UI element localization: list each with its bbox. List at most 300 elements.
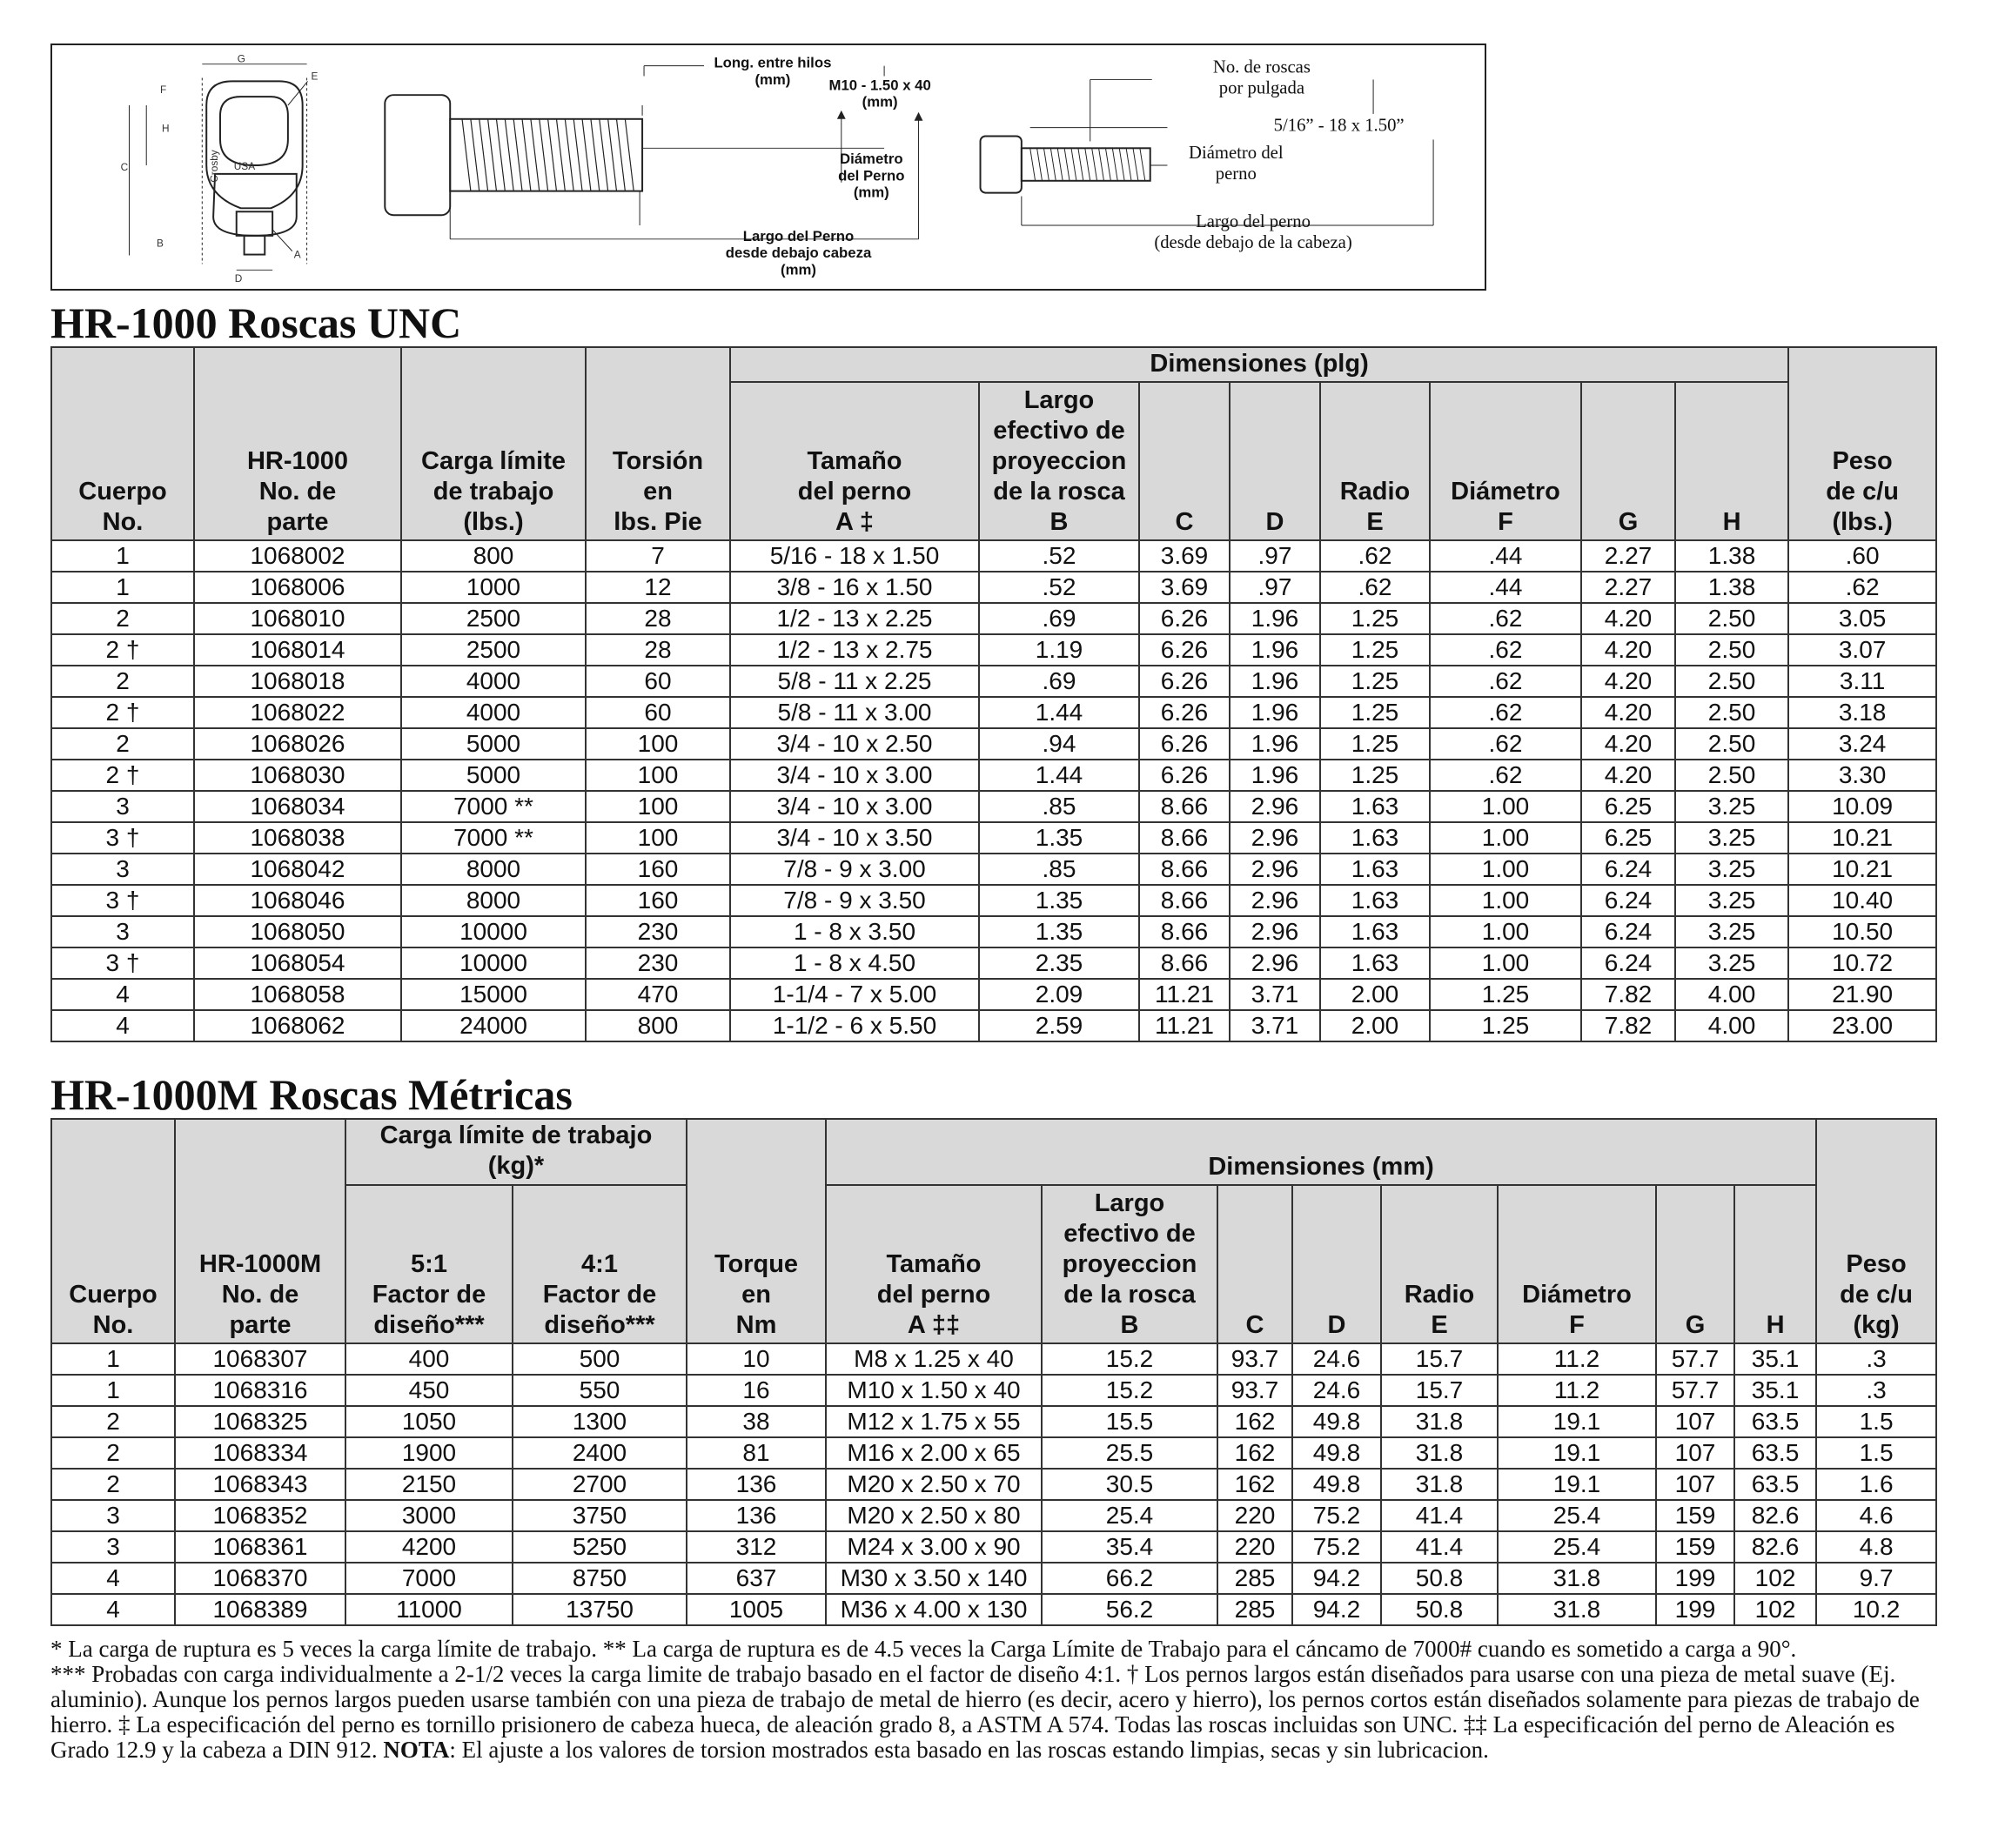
metric-cell: .3 [1816,1375,1936,1406]
metric-cell: M12 x 1.75 x 55 [826,1406,1042,1437]
unc-cell: 10000 [401,947,586,979]
unc-header-c: C [1139,382,1230,540]
metric-header-factor-4-1: 4:1 Factor de diseño*** [513,1185,687,1343]
metric-table-row [51,1563,1936,1594]
metric-cell: 2 [51,1437,175,1469]
unc-cell: 7000 ** [401,791,586,822]
unc-cell: 3.25 [1675,854,1788,885]
unc-cell: 1068062 [194,1010,401,1041]
unc-table-row [51,603,1936,634]
unc-cell: 1.63 [1320,916,1430,947]
eye-engraving-brand: Crosby [208,150,221,183]
metric-cell: 1068334 [175,1437,345,1469]
metric-cell: 312 [687,1531,826,1563]
inch-bolt-length-label: Largo del perno (desde debajo de la cabeza) [1154,212,1352,252]
unc-cell: 7/8 - 9 x 3.50 [730,885,979,916]
unc-cell: 1068014 [194,634,401,666]
unc-cell: 100 [586,822,730,854]
unc-cell: 2 † [51,760,194,791]
metric-cell: 11.2 [1498,1375,1656,1406]
unc-cell: 1.25 [1430,979,1581,1010]
unc-cell: .97 [1230,540,1320,572]
unc-cell: 2.96 [1230,854,1320,885]
unc-cell: 2500 [401,603,586,634]
unc-header-wll: Carga límite de trabajo (lbs.) [401,347,586,540]
metric-cell: 1900 [345,1437,513,1469]
metric-cell: 10.2 [1816,1594,1936,1625]
metric-cell: 550 [513,1375,687,1406]
metric-cell: 2 [51,1469,175,1500]
unc-cell: 160 [586,854,730,885]
metric-cell: 159 [1656,1500,1734,1531]
metric-cell: 1.5 [1816,1406,1936,1437]
unc-cell: 8.66 [1139,854,1230,885]
metric-cell: 35.1 [1734,1375,1816,1406]
metric-cell: .3 [1816,1343,1936,1375]
unc-cell: 3/4 - 10 x 2.50 [730,728,979,760]
unc-header-d: D [1230,382,1320,540]
unc-cell: 2.96 [1230,947,1320,979]
unc-cell: 1/2 - 13 x 2.75 [730,634,979,666]
unc-cell: 1.35 [979,822,1139,854]
unc-cell: 23.00 [1788,1010,1936,1041]
metric-table-row [51,1531,1936,1563]
unc-cell: 1.25 [1320,728,1430,760]
metric-thread-length-label: Long. entre hilos (mm) [714,54,832,88]
eye-label-f: F [159,84,167,97]
metric-header-c: C [1217,1185,1292,1343]
unc-cell: 1068006 [194,572,401,603]
metric-cell: 93.7 [1217,1343,1292,1375]
unc-cell: 1.63 [1320,822,1430,854]
metric-cell: 107 [1656,1437,1734,1469]
unc-cell: 2 † [51,697,194,728]
unc-cell: 4.00 [1675,979,1788,1010]
unc-cell: 2.35 [979,947,1139,979]
metric-cell: 400 [345,1343,513,1375]
unc-cell: .69 [979,666,1139,697]
unc-header-radius-e: Radio E [1320,382,1430,540]
unc-cell: 2.96 [1230,822,1320,854]
metric-cell: 31.8 [1381,1469,1498,1500]
metric-cell: 450 [345,1375,513,1406]
metric-cell: 41.4 [1381,1531,1498,1563]
unc-cell: 8.66 [1139,791,1230,822]
metric-cell: M16 x 2.00 x 65 [826,1437,1042,1469]
unc-cell: 10.09 [1788,791,1936,822]
unc-header-dimensions: Dimensiones (plg) [730,347,1788,382]
unc-table-row [51,1010,1936,1041]
unc-cell: 3 [51,916,194,947]
metric-cell: 30.5 [1042,1469,1217,1500]
unc-cell: 3.05 [1788,603,1936,634]
unc-cell: 1.96 [1230,697,1320,728]
unc-cell: 3 [51,791,194,822]
unc-cell: 1068054 [194,947,401,979]
unc-cell: 800 [586,1010,730,1041]
unc-cell: 3.25 [1675,791,1788,822]
unc-header-h: H [1675,382,1788,540]
metric-cell: M10 x 1.50 x 40 [826,1375,1042,1406]
unc-cell: 3.25 [1675,885,1788,916]
unc-cell: 10.21 [1788,854,1936,885]
metric-cell: 19.1 [1498,1406,1656,1437]
metric-cell: 82.6 [1734,1531,1816,1563]
unc-cell: 470 [586,979,730,1010]
unc-table-row [51,666,1936,697]
unc-cell: 6.26 [1139,666,1230,697]
unc-cell: 3.69 [1139,540,1230,572]
metric-header-dimensions: Dimensiones (mm) [826,1119,1816,1185]
eye-label-g: G [237,52,245,65]
unc-cell: 1068026 [194,728,401,760]
unc-cell: 2.50 [1675,728,1788,760]
unc-cell: .62 [1320,540,1430,572]
metric-header-factor-5-1: 5:1 Factor de diseño*** [345,1185,513,1343]
unc-cell: 4.20 [1581,697,1675,728]
unc-cell: 6.24 [1581,916,1675,947]
unc-header-weight: Peso de c/u (lbs.) [1788,347,1936,540]
unc-header-torque: Torsión en lbs. Pie [586,347,730,540]
metric-header-weight: Peso de c/u (kg) [1816,1119,1936,1343]
unc-cell: 5/8 - 11 x 3.00 [730,697,979,728]
unc-cell: 28 [586,634,730,666]
unc-table-row [51,916,1936,947]
metric-cell: M24 x 3.00 x 90 [826,1531,1042,1563]
unc-cell: 3.25 [1675,947,1788,979]
metric-cell: 3 [51,1531,175,1563]
metric-cell: 162 [1217,1469,1292,1500]
unc-cell: 4.20 [1581,666,1675,697]
unc-cell: 2500 [401,634,586,666]
metric-cell: 199 [1656,1594,1734,1625]
unc-cell: 2.96 [1230,791,1320,822]
metric-cell: 1068307 [175,1343,345,1375]
unc-cell: 1.19 [979,634,1139,666]
metric-cell: 7000 [345,1563,513,1594]
unc-cell: 1.00 [1430,885,1581,916]
unc-cell: 3.71 [1230,1010,1320,1041]
metric-cell: 63.5 [1734,1469,1816,1500]
unc-cell: 3/8 - 16 x 1.50 [730,572,979,603]
unc-cell: .62 [1430,697,1581,728]
metric-cell: 25.4 [1042,1500,1217,1531]
unc-cell: 2.59 [979,1010,1139,1041]
metric-cell: 4200 [345,1531,513,1563]
unc-cell: 2.00 [1320,979,1430,1010]
unc-cell: 4.20 [1581,760,1675,791]
unc-cell: 1.38 [1675,572,1788,603]
metric-cell: 25.4 [1498,1531,1656,1563]
metric-cell: 1068389 [175,1594,345,1625]
metric-cell: 15.5 [1042,1406,1217,1437]
unc-cell: 2.00 [1320,1010,1430,1041]
unc-cell: 2.96 [1230,916,1320,947]
unc-cell: 21.90 [1788,979,1936,1010]
unc-cell: 3.24 [1788,728,1936,760]
metric-cell: 1300 [513,1406,687,1437]
unc-cell: 1068018 [194,666,401,697]
metric-cell: 199 [1656,1563,1734,1594]
unc-cell: 2.50 [1675,603,1788,634]
unc-cell: 1.96 [1230,728,1320,760]
unc-cell: .94 [979,728,1139,760]
unc-cell: 10.50 [1788,916,1936,947]
unc-cell: 7 [586,540,730,572]
metric-cell: 49.8 [1292,1406,1381,1437]
unc-cell: 4.20 [1581,728,1675,760]
unc-cell: 4.20 [1581,603,1675,634]
unc-cell: 10.21 [1788,822,1936,854]
unc-cell: .62 [1320,572,1430,603]
metric-header-d: D [1292,1185,1381,1343]
unc-cell: 5000 [401,760,586,791]
metric-cell: 2150 [345,1469,513,1500]
unc-table-row [51,854,1936,885]
unc-cell: 2.50 [1675,666,1788,697]
unc-cell: 3.18 [1788,697,1936,728]
unc-cell: 1 - 8 x 3.50 [730,916,979,947]
unc-cell: 1.63 [1320,854,1430,885]
metric-cell: 38 [687,1406,826,1437]
unc-cell: 5000 [401,728,586,760]
unc-cell: 1.25 [1320,666,1430,697]
unc-table-row [51,697,1936,728]
unc-cell: 1.00 [1430,822,1581,854]
unc-cell: 1068022 [194,697,401,728]
nota-label: NOTA [383,1737,450,1763]
metric-cell: 1005 [687,1594,826,1625]
inch-tpi-label: No. de roscas por pulgada [1212,57,1311,98]
eye-label-a: A [293,248,301,261]
unc-spec-table [50,346,1937,1042]
unc-cell: 6.26 [1139,697,1230,728]
metric-cell: 1068325 [175,1406,345,1437]
metric-cell: 102 [1734,1563,1816,1594]
unc-cell: 8000 [401,854,586,885]
unc-table-row [51,947,1936,979]
metric-cell: 2400 [513,1437,687,1469]
metric-header-g: G [1656,1185,1734,1343]
unc-cell: 230 [586,916,730,947]
metric-table-row [51,1343,1936,1375]
inch-example-label: 5/16” - 18 x 1.50” [1273,116,1405,136]
unc-cell: 1068050 [194,916,401,947]
metric-cell: 10 [687,1343,826,1375]
unc-cell: 160 [586,885,730,916]
metric-cell: 5250 [513,1531,687,1563]
unc-cell: 1.44 [979,697,1139,728]
metric-cell: 81 [687,1437,826,1469]
unc-table-row [51,885,1936,916]
metric-cell: 1.5 [1816,1437,1936,1469]
unc-table-title: HR-1000 Roscas UNC [50,298,462,347]
unc-cell: .62 [1430,603,1581,634]
metric-cell: 49.8 [1292,1437,1381,1469]
unc-cell: .62 [1430,634,1581,666]
unc-cell: 1-1/2 - 6 x 5.50 [730,1010,979,1041]
unc-cell: 2 [51,666,194,697]
metric-cell: M36 x 4.00 x 130 [826,1594,1042,1625]
unc-cell: 1068046 [194,885,401,916]
metric-header-radius-e: Radio E [1381,1185,1498,1343]
unc-cell: 12 [586,572,730,603]
metric-cell: 41.4 [1381,1500,1498,1531]
metric-cell: 94.2 [1292,1594,1381,1625]
metric-cell: 8750 [513,1563,687,1594]
metric-cell: 11000 [345,1594,513,1625]
inch-diameter-label: Diámetro del perno [1189,144,1284,184]
metric-cell: 4.8 [1816,1531,1936,1563]
unc-cell: 2.50 [1675,760,1788,791]
metric-cell: 50.8 [1381,1594,1498,1625]
metric-example-label: M10 - 1.50 x 40 (mm) [828,77,931,110]
unc-cell: 230 [586,947,730,979]
unc-header-thread-length: Largo efectivo de proyeccion de la rosca B [979,382,1139,540]
metric-cell: 2700 [513,1469,687,1500]
unc-cell: 6.25 [1581,822,1675,854]
unc-cell: 1068002 [194,540,401,572]
unc-cell: 6.26 [1139,728,1230,760]
metric-cell: 285 [1217,1594,1292,1625]
unc-cell: 1.96 [1230,634,1320,666]
unc-cell: 3.25 [1675,822,1788,854]
unc-cell: 3.11 [1788,666,1936,697]
metric-cell: 31.8 [1498,1594,1656,1625]
unc-cell: 3.07 [1788,634,1936,666]
metric-cell: 1068343 [175,1469,345,1500]
metric-table-body [51,1343,1936,1625]
metric-header-bolt-size: Tamaño del perno A ‡‡ [826,1185,1042,1343]
unc-cell: 1.35 [979,885,1139,916]
metric-cell: 4.6 [1816,1500,1936,1531]
unc-cell: 8.66 [1139,822,1230,854]
metric-cell: 1068316 [175,1375,345,1406]
eye-label-h: H [161,122,170,135]
metric-cell: 107 [1656,1406,1734,1437]
metric-cell: 637 [687,1563,826,1594]
unc-cell: 8000 [401,885,586,916]
metric-table-row [51,1406,1936,1437]
metric-diameter-label: Diámetro del Perno (mm) [838,151,905,201]
metric-cell: 66.2 [1042,1563,1217,1594]
unc-cell: 4.00 [1675,1010,1788,1041]
metric-cell: 25.5 [1042,1437,1217,1469]
metric-cell: 31.8 [1381,1406,1498,1437]
unc-cell: 1.38 [1675,540,1788,572]
unc-cell: 6.25 [1581,791,1675,822]
unc-cell: 100 [586,760,730,791]
unc-cell: 1/2 - 13 x 2.25 [730,603,979,634]
unc-cell: 3/4 - 10 x 3.50 [730,822,979,854]
unc-cell: 5/8 - 11 x 2.25 [730,666,979,697]
unc-cell: .62 [1430,666,1581,697]
eye-label-e: E [311,70,319,83]
unc-cell: 1 [51,540,194,572]
unc-cell: 100 [586,728,730,760]
metric-cell: 50.8 [1381,1563,1498,1594]
metric-cell: 15.2 [1042,1343,1217,1375]
unc-cell: 10.72 [1788,947,1936,979]
unc-cell: 15000 [401,979,586,1010]
unc-cell: 1-1/4 - 7 x 5.00 [730,979,979,1010]
metric-cell: 19.1 [1498,1469,1656,1500]
metric-cell: 93.7 [1217,1375,1292,1406]
footnote-2-end: : El ajuste a los valores de torsion mostrados esta basado en las roscas estando limpias, secas y sin lubricacion. [449,1737,1489,1763]
unc-cell: 3 [51,854,194,885]
metric-cell: 25.4 [1498,1500,1656,1531]
unc-cell: 2.27 [1581,540,1675,572]
metric-cell: 1050 [345,1406,513,1437]
metric-cell: 75.2 [1292,1500,1381,1531]
unc-table-row [51,979,1936,1010]
unc-cell: .52 [979,572,1139,603]
unc-cell: 1.00 [1430,916,1581,947]
unc-table-body [51,540,1936,1041]
metric-cell: 11.2 [1498,1343,1656,1375]
unc-cell: 2 [51,603,194,634]
unc-cell: 3 † [51,822,194,854]
metric-cell: 1068370 [175,1563,345,1594]
unc-cell: .97 [1230,572,1320,603]
unc-cell: 8.66 [1139,885,1230,916]
unc-cell: 1068030 [194,760,401,791]
unc-header-bolt-size: Tamaño del perno A ‡ [730,382,979,540]
metric-cell: 2 [51,1406,175,1437]
unc-cell: 6.24 [1581,885,1675,916]
unc-table-row [51,572,1936,603]
metric-cell: 16 [687,1375,826,1406]
metric-header-part: HR-1000M No. de parte [175,1119,345,1343]
footnote-1: * La carga de ruptura es 5 veces la carga límite de trabajo. ** La carga de ruptura es de 4.5 veces la Carga Límite de Trabajo para el cáncamo de 7000# cuando es sometido a carga a 90°. [50,1636,1797,1662]
unc-cell: 1.44 [979,760,1139,791]
unc-cell: 4000 [401,697,586,728]
eye-label-c: C [120,160,129,173]
unc-header-body: Cuerpo No. [51,347,194,540]
unc-cell: 3 † [51,885,194,916]
unc-cell: 1.25 [1320,634,1430,666]
metric-cell: 15.7 [1381,1375,1498,1406]
unc-cell: 10.40 [1788,885,1936,916]
metric-cell: 3750 [513,1500,687,1531]
unc-cell: .44 [1430,540,1581,572]
unc-cell: 800 [401,540,586,572]
footnote-2 [50,1662,1948,1763]
metric-cell: M30 x 3.50 x 140 [826,1563,1042,1594]
unc-cell: 3.30 [1788,760,1936,791]
metric-cell: 4 [51,1594,175,1625]
metric-table-row [51,1469,1936,1500]
metric-cell: 500 [513,1343,687,1375]
unc-cell: 100 [586,791,730,822]
unc-cell: 60 [586,666,730,697]
metric-header-torque: Torque en Nm [687,1119,826,1343]
unc-cell: 1.96 [1230,603,1320,634]
metric-cell: 15.2 [1042,1375,1217,1406]
metric-table-title: HR-1000M Roscas Métricas [50,1070,573,1119]
unc-cell: 4000 [401,666,586,697]
metric-table-row [51,1375,1936,1406]
unc-cell: 1 - 8 x 4.50 [730,947,979,979]
metric-cell: 75.2 [1292,1531,1381,1563]
footnotes [50,1637,1948,1763]
metric-cell: 15.7 [1381,1343,1498,1375]
unc-cell: 3.69 [1139,572,1230,603]
unc-cell: 6.26 [1139,634,1230,666]
metric-header-wll-group: Carga límite de trabajo (kg)* [345,1119,687,1185]
unc-cell: 2 † [51,634,194,666]
metric-cell: M20 x 2.50 x 80 [826,1500,1042,1531]
